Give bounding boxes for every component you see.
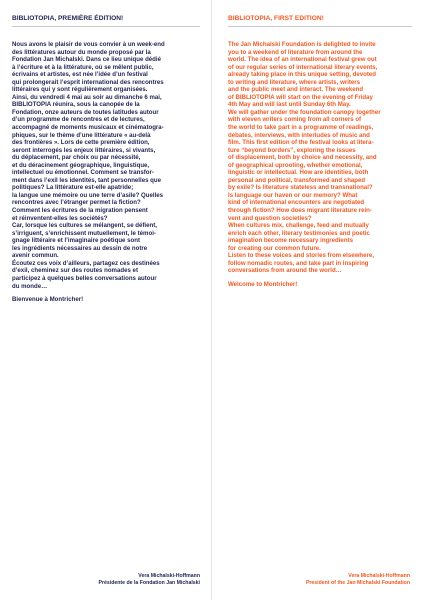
french-signature [99,573,200,587]
french-signature-role: Présidente de la Fondation Jan Michalski [98,580,200,586]
english-body-text: The Jan Michalski Foundation is delighted to invite you to a weekend of literature from around the world. The idea of an international festival grew out of our regular series of international literary events, already taking place in this unique setting, devoted to writing and literature, where artists, writers and the public meet and interact. The weekend of BIBLIOTOPIA will start on the evening of Friday 4th May and will last until Sunday 6th May. We will gather under the foundation canopy together with eleven writers coming from all corners of the world to take part in a programme of readings, debates, interviews, with interludes of music and film. This first edition of the festival looks at litera- ture “beyond borders”, exploring the issues of displacement, both by choice and necessity, and of geographical uprooting, whether emotional, linguistic or intellectual. How are identities, both personal and political, transformed and shaped by exile? Is literature stateless and transnational? Is language our haven or our memory? What kind of international encounters are negotiated through fiction? How does migrant literature rein- vent and question societies? When cultures mix, challenge, feed and mutually enrich each other, literary testimonies and poetic imagination become necessary ingredients for creating our common future. Listen to these voices and stories from elsewhere, follow nomadic routes, and take part in inspiring conversations from around the world… [228,41,381,275]
french-title: BIBLIOTOPIA, PREMIÈRE ÉDITION! [12,15,124,22]
english-signature [306,573,410,587]
english-signature-role: President of the Jan Michalski Foundation [305,580,410,586]
english-title-rule [228,26,412,27]
english-signature-name: Vera Michalski-Hoffmann [348,573,410,579]
french-closing: Bienvenue à Montricher! [12,296,84,304]
french-body-text: Nous avons le plaisir de vous convier à un week-end des littératures autour du monde proposé par la Fondation Jan Michalski. Dans ce lieu unique dédié à l’écriture et à la littérature, où se mêlent public, écrivains et artistes, est née l’idée d’un festival qui prolongerait l’esprit international des rencontres littéraires qui y sont régulièrement organisées. Ainsi, du vendredi 4 mai au soir au dimanche 6 mai, BIBLIOTOPIA réunira, sous la canopée de la Fondation, onze auteurs de toutes latitudes autour d’un programme de rencontres et de lectures, accompagné de moments musicaux et cinématogra- phiques, sur le thème d’une littérature « au-delà des frontières ». Lors de cette première édition, seront interrogés les enjeux littéraires, si vivants, du déplacement, par choix ou par nécessité, et du déracinement géographique, linguistique, intellectuel ou émotionnel. Comment se transfor- ment dans l’exil les identités, tant personnelles que politiques? La littérature est-elle apatride; la langue une mémoire ou une terre d’asile? Quelles rencontres avec l’étranger permet la fiction? Comment les écritures de la migration pensent et réinventent-elles les sociétés? Car, lorsque les cultures se mélangent, se défient, s’irriguent, s’enrichissent mutuellement, le témoi- gnage littéraire et l’imaginaire poétique sont les ingrédients nécessaires au dessin de notre avenir commun. Écoutez ces voix d’ailleurs, partagez ces destinées d’exil, cheminez sur des routes nomades et participez à quelques belles conversations autour du monde… [12,41,165,290]
english-column [212,0,424,600]
english-title: BIBLIOTOPIA, FIRST EDITION! [228,15,324,22]
french-title-rule [12,26,200,27]
french-signature-name: Vera Michalski-Hoffmann [138,573,200,579]
english-closing: Welcome to Montricher! [228,280,298,288]
